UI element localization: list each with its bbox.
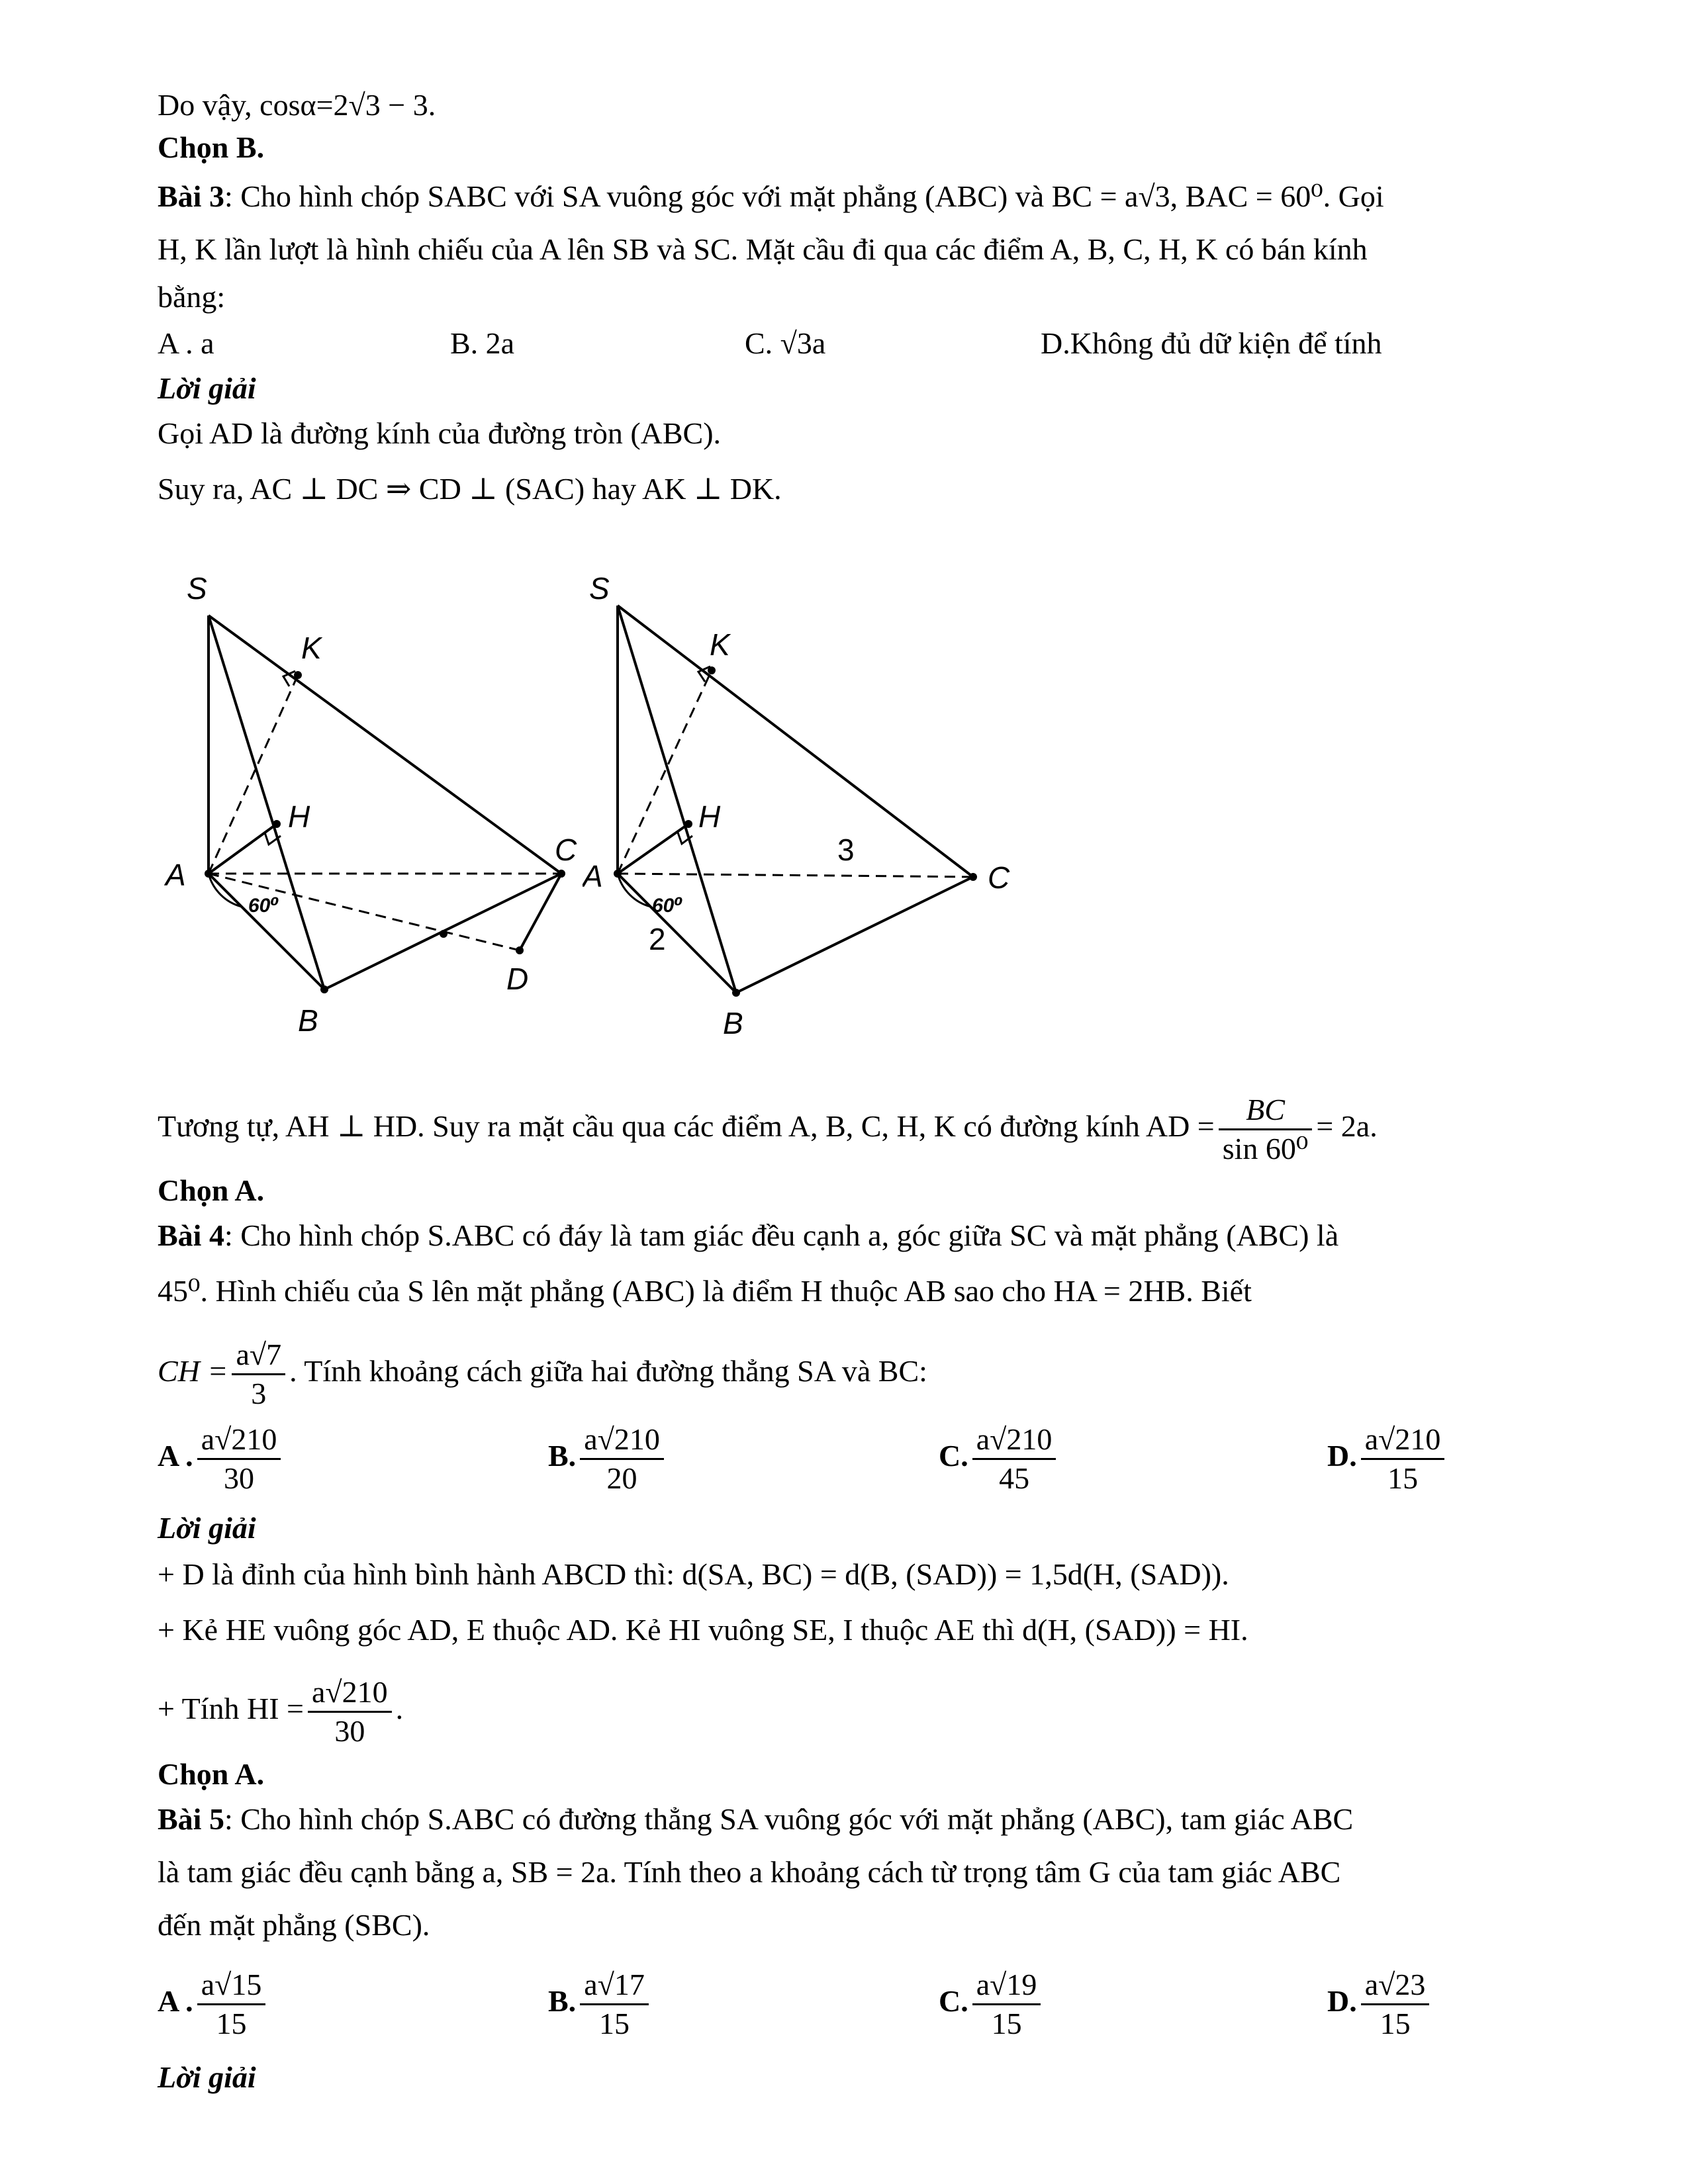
option-label: B. <box>548 1984 577 2018</box>
option-label: D. <box>1327 1439 1357 1473</box>
point-c <box>557 870 565 878</box>
bai4-solution-3 <box>158 1668 403 1750</box>
fraction-hi <box>308 1674 392 1750</box>
bai3-solution-3 <box>158 1085 1378 1167</box>
fraction-denominator: 45 <box>999 1461 1030 1495</box>
bai3-option-d: D.Không đủ dữ kiện để tính <box>1041 326 1382 360</box>
bai5-loigiai: Lời giải <box>158 2060 256 2094</box>
bai4-line3-text: . Tính khoảng cách giữa hai đường thẳng SA và BC: <box>289 1354 927 1388</box>
label-ac-length: 3 <box>837 833 855 867</box>
bai4-option-d <box>1327 1415 1448 1497</box>
bai3-line3: bằng: <box>158 280 226 314</box>
figure-pyramid-2 <box>583 549 1059 1039</box>
fraction-denominator: 15 <box>1387 1461 1419 1495</box>
bai5-option-c <box>939 1960 1045 2042</box>
label-ab-length: 2 <box>649 922 666 956</box>
fraction-denominator: 20 <box>606 1461 637 1495</box>
bai4-option-a <box>158 1415 285 1497</box>
point-a <box>205 870 212 878</box>
point-mid <box>440 930 447 938</box>
bai3-label: Bài 3 <box>158 179 224 213</box>
bai3-option-c: C. √3a <box>745 326 826 360</box>
bai3-s3-text: Tương tự, AH ⊥ HD. Suy ra mặt cầu qua các điểm A, B, C, H, K có đường kính AD = <box>158 1109 1215 1143</box>
option-label: C. <box>939 1439 968 1473</box>
point-a <box>614 870 622 878</box>
bai4-line3 <box>158 1330 927 1412</box>
option-label: B. <box>548 1439 577 1473</box>
option-fraction <box>1361 1966 1430 2042</box>
bai4-s3-text: + Tính HI = <box>158 1692 304 1725</box>
fraction-numerator: a√210 <box>1361 1421 1445 1460</box>
fraction-numerator: a√23 <box>1361 1966 1430 2005</box>
label-angle: 60⁰ <box>248 895 279 917</box>
bai3-answer: Chọn A. <box>158 1173 265 1207</box>
option-fraction <box>972 1421 1056 1497</box>
fraction-denominator: 15 <box>599 2006 630 2040</box>
bai4-solution-2: + Kẻ HE vuông góc AD, E thuộc AD. Kẻ HI vuông SE, I thuộc AE thì d(H, (SAD)) = HI. <box>158 1613 1248 1647</box>
bai3-option-b: B. 2a <box>450 326 515 360</box>
figure-pyramid-1 <box>159 549 583 1039</box>
label-h: H <box>288 799 310 834</box>
fraction-numerator: a√17 <box>580 1966 649 2005</box>
fraction-numerator: a√210 <box>197 1421 281 1460</box>
bai5-line3: đến mặt phẳng (SBC). <box>158 1908 430 1942</box>
label-b: B <box>298 1003 318 1038</box>
fraction-numerator: a√210 <box>308 1674 392 1713</box>
point-b <box>320 985 328 993</box>
fraction-denominator: 3 <box>251 1376 267 1410</box>
point-h <box>684 820 692 828</box>
option-fraction <box>580 1966 649 2042</box>
fraction-denominator: sin 60⁰ <box>1222 1131 1309 1165</box>
bai5-option-b <box>548 1960 653 2042</box>
fraction-numerator: a√210 <box>972 1421 1056 1460</box>
option-fraction <box>197 1421 281 1497</box>
bai5-line1 <box>158 1799 1353 1840</box>
bai4-label: Bài 4 <box>158 1218 224 1252</box>
option-fraction <box>580 1421 664 1497</box>
bai4-option-c <box>939 1415 1060 1497</box>
label-k: K <box>301 631 322 665</box>
fraction-ch <box>232 1336 285 1412</box>
bai4-solution-1: + D là đỉnh của hình bình hành ABCD thì: d(SA, BC) = d(B, (SAD)) = 1,5d(H, (SAD)). <box>158 1557 1229 1591</box>
bai4-line2: 45⁰. Hình chiếu của S lên mặt phẳng (ABC) là điểm H thuộc AB sao cho HA = 2HB. Biết <box>158 1274 1252 1308</box>
bai4-loigiai: Lời giải <box>158 1511 256 1545</box>
answer-b3-prev: Chọn B. <box>158 130 265 164</box>
option-label: D. <box>1327 1984 1357 2018</box>
segment-ak-dashed <box>618 670 712 874</box>
bai3-line2: H, K lần lượt là hình chiếu của A lên SB và SC. Mặt cầu đi qua các điểm A, B, C, H, K có bán kính <box>158 232 1368 266</box>
bai4-text1: : Cho hình chóp S.ABC có đáy là tam giác đều cạnh a, góc giữa SC và mặt phẳng (ABC) là <box>224 1218 1339 1252</box>
label-k: K <box>710 627 730 662</box>
bai3-loigiai: Lời giải <box>158 371 256 405</box>
fraction-denominator: 30 <box>334 1713 365 1748</box>
label-h: H <box>698 799 721 834</box>
point-k <box>294 671 302 679</box>
bai3-s3-result: = 2a. <box>1316 1109 1378 1143</box>
option-fraction <box>197 1966 266 2042</box>
bai5-line2: là tam giác đều cạnh bằng a, SB = 2a. Tính theo a khoảng cách từ trọng tâm G của tam giác ABC <box>158 1855 1341 1889</box>
fraction-numerator: a√7 <box>232 1336 285 1375</box>
fraction-denominator: 15 <box>1380 2006 1411 2040</box>
bai5-label: Bài 5 <box>158 1802 224 1836</box>
label-a: A <box>583 859 603 893</box>
bai4-s3-end: . <box>395 1692 404 1725</box>
fraction-numerator: a√19 <box>972 1966 1041 2005</box>
option-fraction <box>1361 1421 1445 1497</box>
bai5-option-d <box>1327 1960 1433 2042</box>
bai4-option-b <box>548 1415 668 1497</box>
label-b: B <box>723 1006 743 1039</box>
fraction-denominator: 15 <box>216 2006 247 2040</box>
bai5-text1: : Cho hình chóp S.ABC có đường thẳng SA vuông góc với mặt phẳng (ABC), tam giác ABC <box>224 1802 1354 1836</box>
bai5-option-a <box>158 1960 269 2042</box>
point-b <box>732 989 740 997</box>
edge-ac-dashed <box>618 874 973 877</box>
conclusion-cos: Do vậy, cosα=2√3 − 3. <box>158 88 436 122</box>
fraction-numerator: a√210 <box>580 1421 664 1460</box>
bai4-answer: Chọn A. <box>158 1757 265 1791</box>
bai3-solution-1: Gọi AD là đường kính của đường tròn (ABC). <box>158 416 722 450</box>
point-c <box>969 873 977 881</box>
fraction-bc-sin60 <box>1219 1091 1313 1167</box>
option-label: C. <box>939 1984 968 2018</box>
fraction-denominator: 15 <box>991 2006 1022 2040</box>
label-c: C <box>988 860 1010 895</box>
option-fraction <box>972 1966 1041 2042</box>
label-a: A <box>165 858 186 892</box>
bai3-solution-2: Suy ra, AC ⊥ DC ⇒ CD ⊥ (SAC) hay AK ⊥ DK. <box>158 472 782 506</box>
label-s: S <box>589 571 610 606</box>
label-angle: 60⁰ <box>652 895 683 917</box>
point-h <box>273 820 281 828</box>
bai4-line1 <box>158 1215 1338 1256</box>
point-d <box>516 946 524 954</box>
segment-ak-dashed <box>209 675 298 874</box>
ch-label: CH = <box>158 1354 228 1388</box>
label-d: D <box>506 962 529 996</box>
bai3-line1 <box>158 176 1384 217</box>
fraction-numerator: a√15 <box>197 1966 266 2005</box>
fraction-numerator: BC <box>1219 1091 1313 1130</box>
fraction-denominator: 30 <box>224 1461 255 1495</box>
bai3-text1: : Cho hình chóp SABC với SA vuông góc với mặt phẳng (ABC) và BC = a√3, BAC = 60⁰. Gọi <box>224 179 1384 213</box>
edge-bc <box>736 877 973 993</box>
bai3-option-a: A . a <box>158 326 214 360</box>
option-label: A . <box>158 1439 193 1473</box>
label-c: C <box>555 833 577 867</box>
label-s: S <box>187 571 207 606</box>
option-label: A . <box>158 1984 193 2018</box>
point-k <box>708 666 716 674</box>
